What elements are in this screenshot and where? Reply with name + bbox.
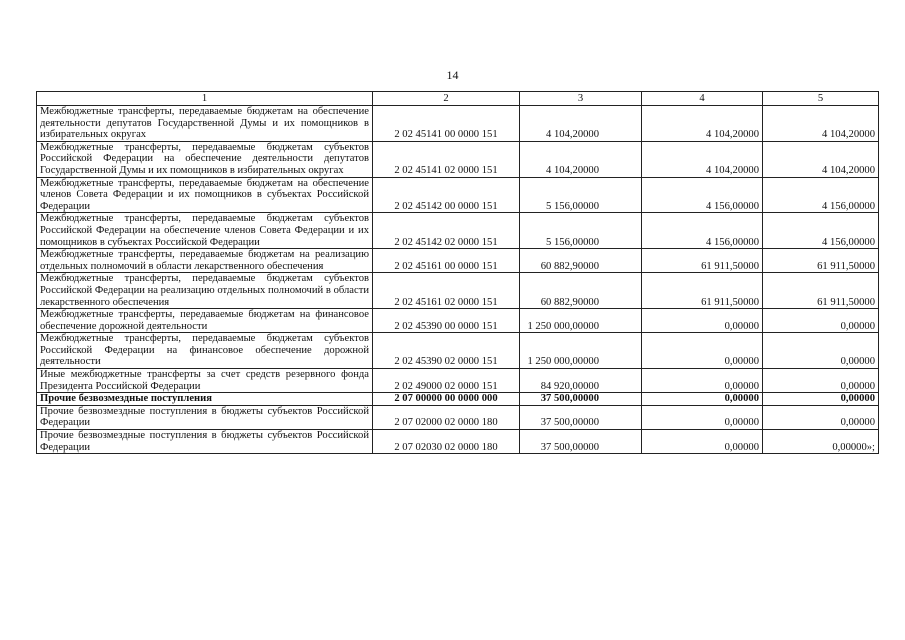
- table-row: [37, 249, 879, 273]
- row-value-3-cell: 4 156,00000: [763, 213, 879, 249]
- row-value-1-cell: 1 250 000,00000: [520, 333, 642, 369]
- row-name-cell: Межбюджетные трансферты, передаваемые бюджетам на финансовое обеспечение дорожной деятельности: [37, 309, 373, 333]
- row-value-1-cell: 5 156,00000: [520, 213, 642, 249]
- table-row: [37, 393, 879, 406]
- row-value-2-cell: 61 911,50000: [642, 249, 763, 273]
- row-value-1-cell: 4 104,20000: [520, 106, 642, 142]
- row-code-cell: 2 02 49000 02 0000 151: [373, 369, 520, 393]
- row-name-cell: Прочие безвозмездные поступления в бюджеты субъектов Российской Федерации: [37, 430, 373, 454]
- row-value-2-cell: 0,00000: [642, 333, 763, 369]
- row-value-2-cell: 61 911,50000: [642, 273, 763, 309]
- column-header-5: 5: [763, 92, 879, 106]
- row-value-3-cell: 61 911,50000: [763, 273, 879, 309]
- row-value-3-cell: 0,00000: [763, 369, 879, 393]
- row-value-3-cell: 4 156,00000: [763, 177, 879, 213]
- row-value-1-cell: 84 920,00000: [520, 369, 642, 393]
- row-value-1-cell: 4 104,20000: [520, 141, 642, 177]
- row-value-2-cell: 0,00000: [642, 369, 763, 393]
- column-header-4: 4: [642, 92, 763, 106]
- row-name-cell: Межбюджетные трансферты, передаваемые бюджетам субъектов Российской Федерации на обеспечение членов Совета Федерации и их помощников в субъектах Российской Федерации: [37, 213, 373, 249]
- row-name-cell: Межбюджетные трансферты, передаваемые бюджетам субъектов Российской Федерации на финансовое обеспечение дорожной деятельности: [37, 333, 373, 369]
- row-code-cell: 2 07 00000 00 0000 000: [373, 393, 520, 406]
- row-name-cell: Межбюджетные трансферты, передаваемые бюджетам субъектов Российской Федерации на реализацию отдельных полномочий в области лекарственного обеспечения: [37, 273, 373, 309]
- table-row: [37, 430, 879, 454]
- row-value-2-cell: 0,00000: [642, 430, 763, 454]
- row-value-1-cell: 37 500,00000: [520, 405, 642, 429]
- row-value-2-cell: 4 156,00000: [642, 213, 763, 249]
- row-code-cell: 2 07 02000 02 0000 180: [373, 405, 520, 429]
- row-name-cell: Прочие безвозмездные поступления в бюджеты субъектов Российской Федерации: [37, 405, 373, 429]
- row-value-1-cell: 5 156,00000: [520, 177, 642, 213]
- row-value-3-cell: 4 104,20000: [763, 141, 879, 177]
- budget-table: [36, 91, 879, 454]
- row-code-cell: 2 02 45161 02 0000 151: [373, 273, 520, 309]
- table-row: [37, 213, 879, 249]
- column-header-3: 3: [520, 92, 642, 106]
- row-value-3-cell: 0,00000: [763, 393, 879, 406]
- row-code-cell: 2 02 45161 00 0000 151: [373, 249, 520, 273]
- table-row: [37, 309, 879, 333]
- table-row: [37, 106, 879, 142]
- row-value-2-cell: 4 104,20000: [642, 106, 763, 142]
- row-code-cell: 2 02 45142 00 0000 151: [373, 177, 520, 213]
- row-name-cell: Межбюджетные трансферты, передаваемые бюджетам субъектов Российской Федерации на обеспечение деятельности депутатов Государственной Думы и их помощников в избирательных округах: [37, 141, 373, 177]
- row-value-1-cell: 60 882,90000: [520, 273, 642, 309]
- table-row: [37, 273, 879, 309]
- row-value-3-cell: 4 104,20000: [763, 106, 879, 142]
- table-row: [37, 177, 879, 213]
- table-body: [37, 106, 879, 454]
- column-header-1: 1: [37, 92, 373, 106]
- row-name-cell: Прочие безвозмездные поступления: [37, 393, 373, 406]
- table-row: [37, 141, 879, 177]
- table-row: [37, 333, 879, 369]
- row-code-cell: 2 02 45390 00 0000 151: [373, 309, 520, 333]
- row-code-cell: 2 02 45390 02 0000 151: [373, 333, 520, 369]
- row-value-3-cell: 61 911,50000: [763, 249, 879, 273]
- row-value-1-cell: 37 500,00000: [520, 430, 642, 454]
- row-value-3-cell: 0,00000: [763, 405, 879, 429]
- header-row: [37, 92, 879, 106]
- row-code-cell: 2 02 45141 00 0000 151: [373, 106, 520, 142]
- row-name-cell: Межбюджетные трансферты, передаваемые бюджетам на реализацию отдельных полномочий в области лекарственного обеспечения: [37, 249, 373, 273]
- row-name-cell: Межбюджетные трансферты, передаваемые бюджетам на обеспечение членов Совета Федерации и их помощников в субъектах Российской Федерации: [37, 177, 373, 213]
- row-code-cell: 2 02 45141 02 0000 151: [373, 141, 520, 177]
- page-number: 14: [446, 68, 459, 82]
- table-row: [37, 405, 879, 429]
- row-value-2-cell: 0,00000: [642, 309, 763, 333]
- row-name-cell: Иные межбюджетные трансферты за счет средств резервного фонда Президента Российской Федерации: [37, 369, 373, 393]
- row-value-3-cell: 0,00000»;: [763, 430, 879, 454]
- row-value-3-cell: 0,00000: [763, 309, 879, 333]
- row-code-cell: 2 02 45142 02 0000 151: [373, 213, 520, 249]
- row-value-2-cell: 0,00000: [642, 393, 763, 406]
- table-row: [37, 369, 879, 393]
- row-code-cell: 2 07 02030 02 0000 180: [373, 430, 520, 454]
- row-value-3-cell: 0,00000: [763, 333, 879, 369]
- row-value-1-cell: 37 500,00000: [520, 393, 642, 406]
- row-value-2-cell: 4 104,20000: [642, 141, 763, 177]
- row-value-1-cell: 1 250 000,00000: [520, 309, 642, 333]
- row-value-2-cell: 4 156,00000: [642, 177, 763, 213]
- row-name-cell: Межбюджетные трансферты, передаваемые бюджетам на обеспечение деятельности депутатов Государственной Думы и их помощников в избирательных округах: [37, 106, 373, 142]
- row-value-2-cell: 0,00000: [642, 405, 763, 429]
- row-value-1-cell: 60 882,90000: [520, 249, 642, 273]
- column-header-2: 2: [373, 92, 520, 106]
